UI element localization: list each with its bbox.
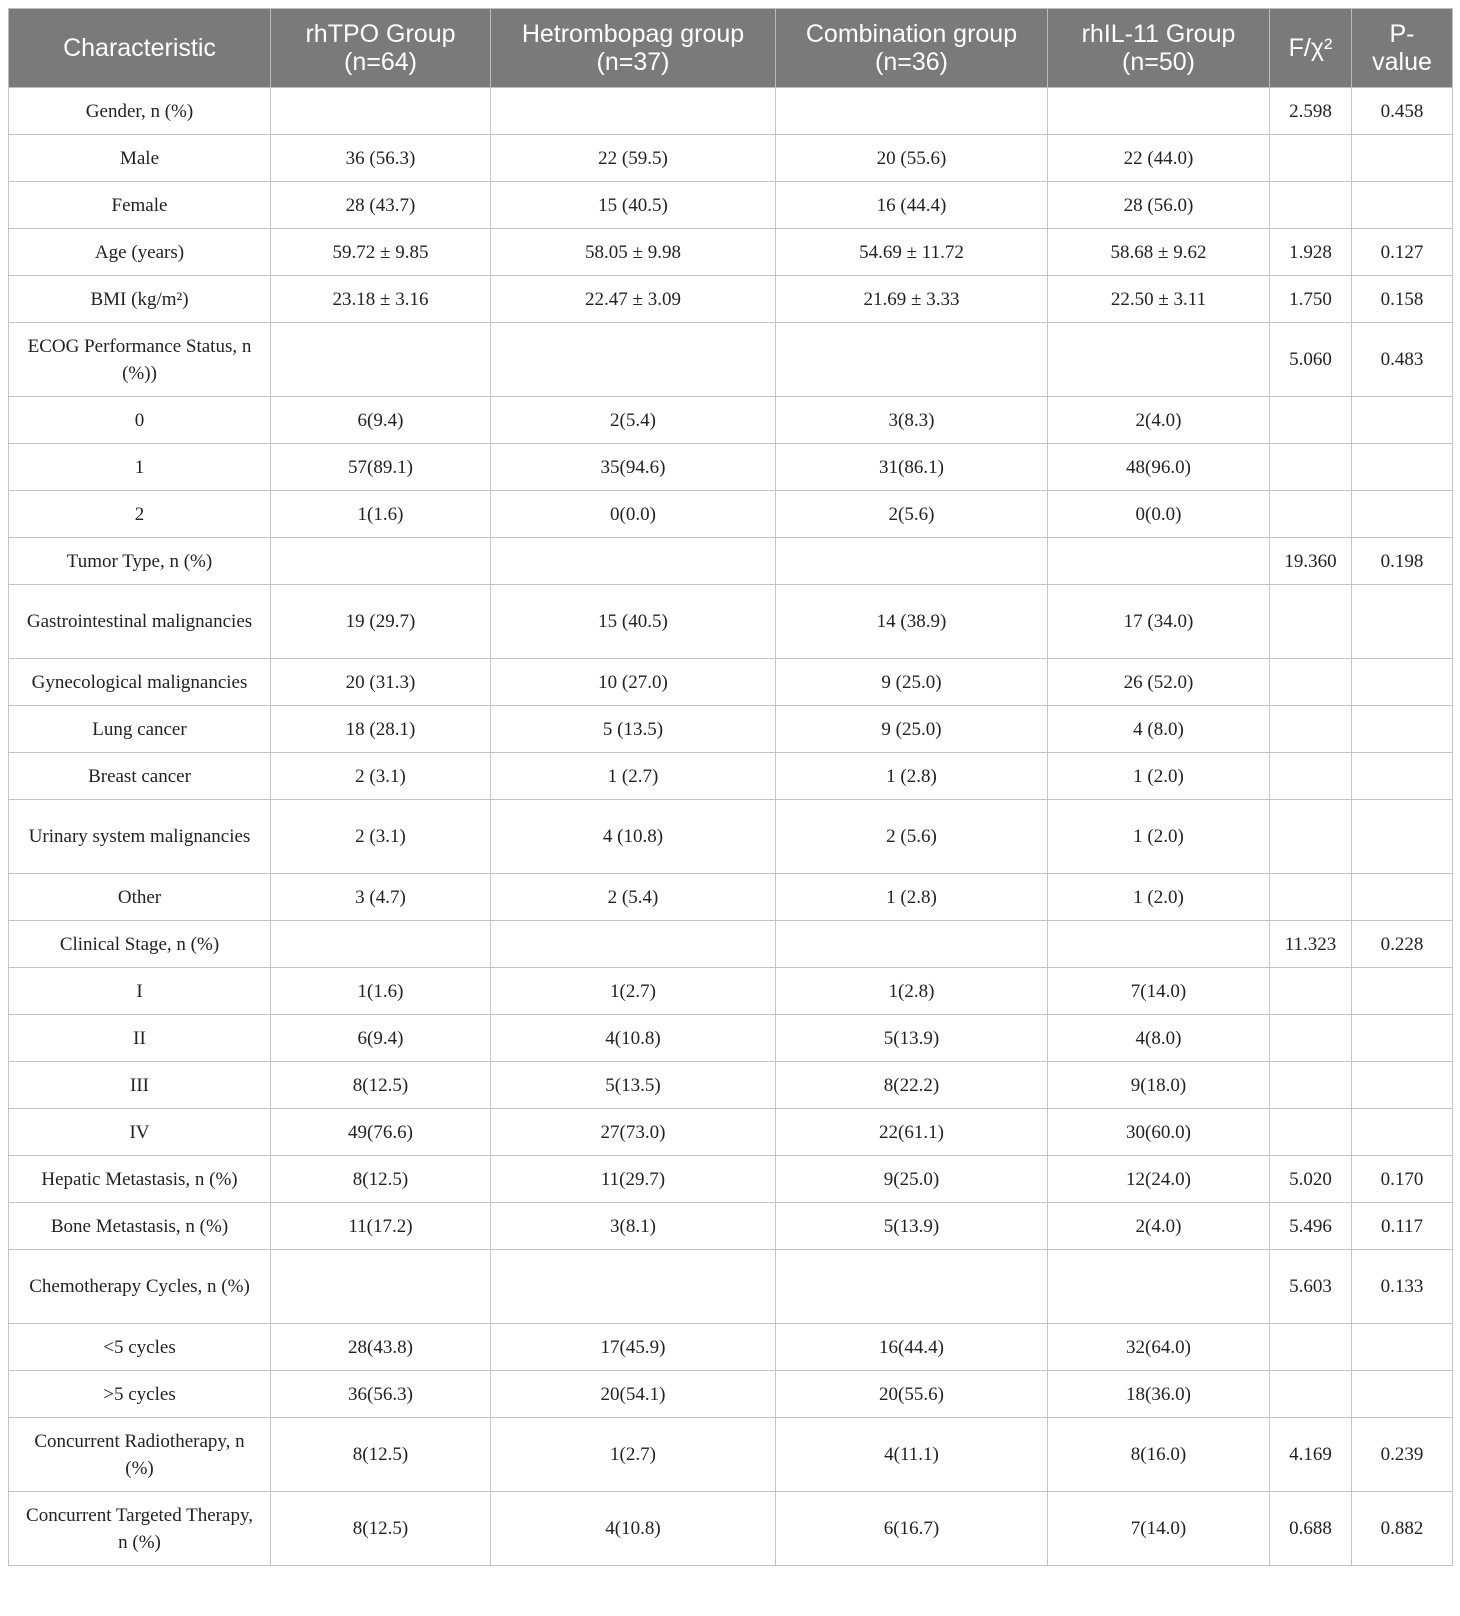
cell-characteristic: >5 cycles [9,1371,271,1418]
table-row [9,921,1453,968]
cell-characteristic: Age (years) [9,229,271,276]
header-hetrombopag-group: Hetrombopag group (n=37) [491,9,776,88]
cell-rhtpo: 36(56.3) [271,1371,491,1418]
cell-combination: 20(55.6) [776,1371,1048,1418]
cell-f-chi2 [1270,874,1352,921]
cell-combination: 16(44.4) [776,1324,1048,1371]
cell-p-value [1352,585,1453,659]
cell-rhtpo: 57(89.1) [271,444,491,491]
cell-characteristic: 2 [9,491,271,538]
cell-hetrombopag: 20(54.1) [491,1371,776,1418]
cell-characteristic: Other [9,874,271,921]
table-row [9,1203,1453,1250]
cell-p-value: 0.483 [1352,323,1453,397]
table-row [9,182,1453,229]
table-row [9,135,1453,182]
cell-rhtpo: 59.72 ± 9.85 [271,229,491,276]
cell-f-chi2 [1270,397,1352,444]
cell-rhil11: 22.50 ± 3.11 [1048,276,1270,323]
table-row [9,1156,1453,1203]
table-row [9,491,1453,538]
table-row [9,800,1453,874]
cell-rhtpo: 6(9.4) [271,1015,491,1062]
cell-hetrombopag: 10 (27.0) [491,659,776,706]
cell-combination: 9 (25.0) [776,659,1048,706]
cell-rhil11: 0(0.0) [1048,491,1270,538]
cell-characteristic: Gastrointestinal malignancies [9,585,271,659]
cell-f-chi2 [1270,1324,1352,1371]
cell-hetrombopag: 4(10.8) [491,1492,776,1566]
cell-p-value [1352,1109,1453,1156]
cell-hetrombopag: 22 (59.5) [491,135,776,182]
table-row [9,276,1453,323]
cell-rhtpo: 28 (43.7) [271,182,491,229]
cell-hetrombopag: 3(8.1) [491,1203,776,1250]
cell-p-value [1352,753,1453,800]
cell-characteristic: I [9,968,271,1015]
cell-f-chi2: 5.603 [1270,1250,1352,1324]
cell-p-value: 0.228 [1352,921,1453,968]
cell-rhil11: 22 (44.0) [1048,135,1270,182]
cell-f-chi2: 5.020 [1270,1156,1352,1203]
cell-p-value: 0.158 [1352,276,1453,323]
cell-combination: 9 (25.0) [776,706,1048,753]
table-row [9,1109,1453,1156]
cell-f-chi2 [1270,135,1352,182]
cell-p-value: 0.133 [1352,1250,1453,1324]
cell-hetrombopag: 11(29.7) [491,1156,776,1203]
table-row [9,397,1453,444]
cell-characteristic: Clinical Stage, n (%) [9,921,271,968]
table-row [9,585,1453,659]
cell-characteristic: Lung cancer [9,706,271,753]
cell-rhtpo: 2 (3.1) [271,753,491,800]
table-row [9,323,1453,397]
cell-combination [776,1250,1048,1324]
cell-hetrombopag: 22.47 ± 3.09 [491,276,776,323]
header-p-value: P- value [1352,9,1453,88]
table-row [9,659,1453,706]
cell-f-chi2: 5.496 [1270,1203,1352,1250]
cell-rhtpo: 11(17.2) [271,1203,491,1250]
cell-rhil11: 1 (2.0) [1048,874,1270,921]
cell-hetrombopag: 5(13.5) [491,1062,776,1109]
cell-hetrombopag [491,921,776,968]
cell-p-value [1352,1062,1453,1109]
cell-combination: 22(61.1) [776,1109,1048,1156]
cell-f-chi2 [1270,800,1352,874]
cell-characteristic: Concurrent Targeted Therapy, n (%) [9,1492,271,1566]
cell-rhil11: 48(96.0) [1048,444,1270,491]
table-row [9,1371,1453,1418]
table-row [9,229,1453,276]
cell-f-chi2: 0.688 [1270,1492,1352,1566]
cell-hetrombopag: 1(2.7) [491,968,776,1015]
cell-hetrombopag: 2(5.4) [491,397,776,444]
cell-combination: 8(22.2) [776,1062,1048,1109]
cell-rhil11: 26 (52.0) [1048,659,1270,706]
table-row [9,1015,1453,1062]
cell-characteristic: Urinary system malignancies [9,800,271,874]
cell-characteristic: BMI (kg/m²) [9,276,271,323]
header-characteristic: Characteristic [9,9,271,88]
cell-p-value: 0.239 [1352,1418,1453,1492]
cell-p-value [1352,397,1453,444]
cell-combination: 5(13.9) [776,1015,1048,1062]
table-row [9,1250,1453,1324]
cell-characteristic: Breast cancer [9,753,271,800]
cell-characteristic: ECOG Performance Status, n (%)) [9,323,271,397]
header-f-chi2: F/χ² [1270,9,1352,88]
cell-characteristic: II [9,1015,271,1062]
cell-combination: 2 (5.6) [776,800,1048,874]
cell-combination: 6(16.7) [776,1492,1048,1566]
cell-combination: 21.69 ± 3.33 [776,276,1048,323]
cell-rhtpo [271,1250,491,1324]
cell-hetrombopag: 27(73.0) [491,1109,776,1156]
cell-characteristic: Tumor Type, n (%) [9,538,271,585]
cell-p-value: 0.458 [1352,88,1453,135]
cell-characteristic: Concurrent Radiotherapy, n (%) [9,1418,271,1492]
cell-hetrombopag: 17(45.9) [491,1324,776,1371]
cell-characteristic: 0 [9,397,271,444]
cell-f-chi2 [1270,444,1352,491]
cell-rhtpo: 8(12.5) [271,1492,491,1566]
cell-hetrombopag: 15 (40.5) [491,182,776,229]
cell-combination [776,538,1048,585]
cell-rhtpo: 6(9.4) [271,397,491,444]
cell-rhil11: 9(18.0) [1048,1062,1270,1109]
cell-p-value [1352,1371,1453,1418]
cell-rhtpo [271,323,491,397]
cell-hetrombopag: 0(0.0) [491,491,776,538]
cell-combination: 20 (55.6) [776,135,1048,182]
cell-rhil11: 4(8.0) [1048,1015,1270,1062]
cell-combination: 14 (38.9) [776,585,1048,659]
table-row [9,968,1453,1015]
cell-f-chi2 [1270,753,1352,800]
cell-combination: 1 (2.8) [776,753,1048,800]
cell-f-chi2 [1270,585,1352,659]
cell-p-value [1352,800,1453,874]
cell-rhil11 [1048,323,1270,397]
cell-p-value [1352,135,1453,182]
cell-rhil11: 7(14.0) [1048,968,1270,1015]
cell-p-value: 0.198 [1352,538,1453,585]
cell-rhil11: 28 (56.0) [1048,182,1270,229]
cell-rhil11: 58.68 ± 9.62 [1048,229,1270,276]
table-header [9,9,1453,88]
table-row [9,88,1453,135]
table-row [9,874,1453,921]
table-row [9,444,1453,491]
cell-hetrombopag [491,538,776,585]
cell-p-value [1352,659,1453,706]
header-rhtpo-group: rhTPO Group (n=64) [271,9,491,88]
cell-hetrombopag: 4(10.8) [491,1015,776,1062]
cell-rhtpo: 19 (29.7) [271,585,491,659]
cell-f-chi2: 1.750 [1270,276,1352,323]
cell-rhtpo: 8(12.5) [271,1062,491,1109]
cell-rhtpo: 23.18 ± 3.16 [271,276,491,323]
cell-characteristic: Male [9,135,271,182]
cell-hetrombopag: 15 (40.5) [491,585,776,659]
cell-hetrombopag: 1(2.7) [491,1418,776,1492]
cell-f-chi2 [1270,1371,1352,1418]
cell-rhil11: 2(4.0) [1048,397,1270,444]
cell-p-value [1352,182,1453,229]
cell-f-chi2 [1270,1109,1352,1156]
table-body [9,88,1453,1566]
cell-hetrombopag: 5 (13.5) [491,706,776,753]
cell-rhtpo: 18 (28.1) [271,706,491,753]
cell-rhil11 [1048,88,1270,135]
header-rhil11-group: rhIL-11 Group (n=50) [1048,9,1270,88]
cell-f-chi2: 2.598 [1270,88,1352,135]
cell-rhtpo: 1(1.6) [271,491,491,538]
cell-f-chi2 [1270,1062,1352,1109]
cell-hetrombopag: 4 (10.8) [491,800,776,874]
cell-rhil11 [1048,1250,1270,1324]
cell-combination: 1 (2.8) [776,874,1048,921]
cell-rhil11: 17 (34.0) [1048,585,1270,659]
characteristics-table [8,8,1453,1566]
cell-f-chi2: 19.360 [1270,538,1352,585]
cell-f-chi2 [1270,706,1352,753]
cell-combination [776,323,1048,397]
cell-characteristic: <5 cycles [9,1324,271,1371]
cell-rhil11: 18(36.0) [1048,1371,1270,1418]
cell-rhil11: 4 (8.0) [1048,706,1270,753]
cell-f-chi2: 1.928 [1270,229,1352,276]
cell-rhil11: 30(60.0) [1048,1109,1270,1156]
cell-p-value [1352,874,1453,921]
cell-hetrombopag [491,1250,776,1324]
cell-rhil11: 1 (2.0) [1048,753,1270,800]
cell-rhtpo: 1(1.6) [271,968,491,1015]
cell-f-chi2: 11.323 [1270,921,1352,968]
cell-combination [776,921,1048,968]
cell-rhtpo: 36 (56.3) [271,135,491,182]
cell-f-chi2 [1270,182,1352,229]
cell-characteristic: Hepatic Metastasis, n (%) [9,1156,271,1203]
header-row [9,9,1453,88]
cell-f-chi2 [1270,491,1352,538]
cell-hetrombopag [491,88,776,135]
cell-characteristic: Chemotherapy Cycles, n (%) [9,1250,271,1324]
cell-hetrombopag: 2 (5.4) [491,874,776,921]
cell-f-chi2 [1270,659,1352,706]
cell-p-value [1352,1324,1453,1371]
cell-rhtpo [271,88,491,135]
header-combination-group: Combination group (n=36) [776,9,1048,88]
cell-hetrombopag: 1 (2.7) [491,753,776,800]
cell-f-chi2: 5.060 [1270,323,1352,397]
cell-hetrombopag [491,323,776,397]
cell-rhtpo: 20 (31.3) [271,659,491,706]
cell-combination: 2(5.6) [776,491,1048,538]
cell-rhil11 [1048,538,1270,585]
cell-combination: 1(2.8) [776,968,1048,1015]
cell-characteristic: Gender, n (%) [9,88,271,135]
cell-characteristic: Gynecological malignancies [9,659,271,706]
cell-f-chi2 [1270,968,1352,1015]
cell-rhtpo: 8(12.5) [271,1418,491,1492]
cell-f-chi2 [1270,1015,1352,1062]
cell-characteristic: 1 [9,444,271,491]
cell-hetrombopag: 58.05 ± 9.98 [491,229,776,276]
cell-f-chi2: 4.169 [1270,1418,1352,1492]
cell-p-value: 0.127 [1352,229,1453,276]
table-row [9,1062,1453,1109]
cell-rhil11 [1048,921,1270,968]
table-row [9,706,1453,753]
cell-rhtpo: 49(76.6) [271,1109,491,1156]
cell-p-value [1352,706,1453,753]
cell-rhtpo: 2 (3.1) [271,800,491,874]
cell-characteristic: IV [9,1109,271,1156]
cell-rhtpo: 28(43.8) [271,1324,491,1371]
cell-rhil11: 32(64.0) [1048,1324,1270,1371]
cell-p-value [1352,968,1453,1015]
cell-characteristic: III [9,1062,271,1109]
cell-rhil11: 12(24.0) [1048,1156,1270,1203]
cell-rhtpo: 3 (4.7) [271,874,491,921]
cell-p-value: 0.117 [1352,1203,1453,1250]
cell-hetrombopag: 35(94.6) [491,444,776,491]
table-row [9,1492,1453,1566]
cell-combination: 3(8.3) [776,397,1048,444]
table-row [9,1418,1453,1492]
cell-rhil11: 1 (2.0) [1048,800,1270,874]
cell-combination: 16 (44.4) [776,182,1048,229]
cell-rhil11: 7(14.0) [1048,1492,1270,1566]
table-row [9,753,1453,800]
cell-p-value: 0.170 [1352,1156,1453,1203]
table-row [9,1324,1453,1371]
cell-characteristic: Bone Metastasis, n (%) [9,1203,271,1250]
cell-combination: 5(13.9) [776,1203,1048,1250]
cell-p-value [1352,491,1453,538]
cell-p-value [1352,1015,1453,1062]
cell-combination: 9(25.0) [776,1156,1048,1203]
cell-combination: 4(11.1) [776,1418,1048,1492]
cell-rhtpo [271,538,491,585]
cell-combination: 54.69 ± 11.72 [776,229,1048,276]
cell-p-value [1352,444,1453,491]
cell-rhil11: 2(4.0) [1048,1203,1270,1250]
cell-rhil11: 8(16.0) [1048,1418,1270,1492]
cell-rhtpo: 8(12.5) [271,1156,491,1203]
table-row [9,538,1453,585]
cell-p-value: 0.882 [1352,1492,1453,1566]
cell-combination: 31(86.1) [776,444,1048,491]
cell-characteristic: Female [9,182,271,229]
cell-combination [776,88,1048,135]
cell-rhtpo [271,921,491,968]
